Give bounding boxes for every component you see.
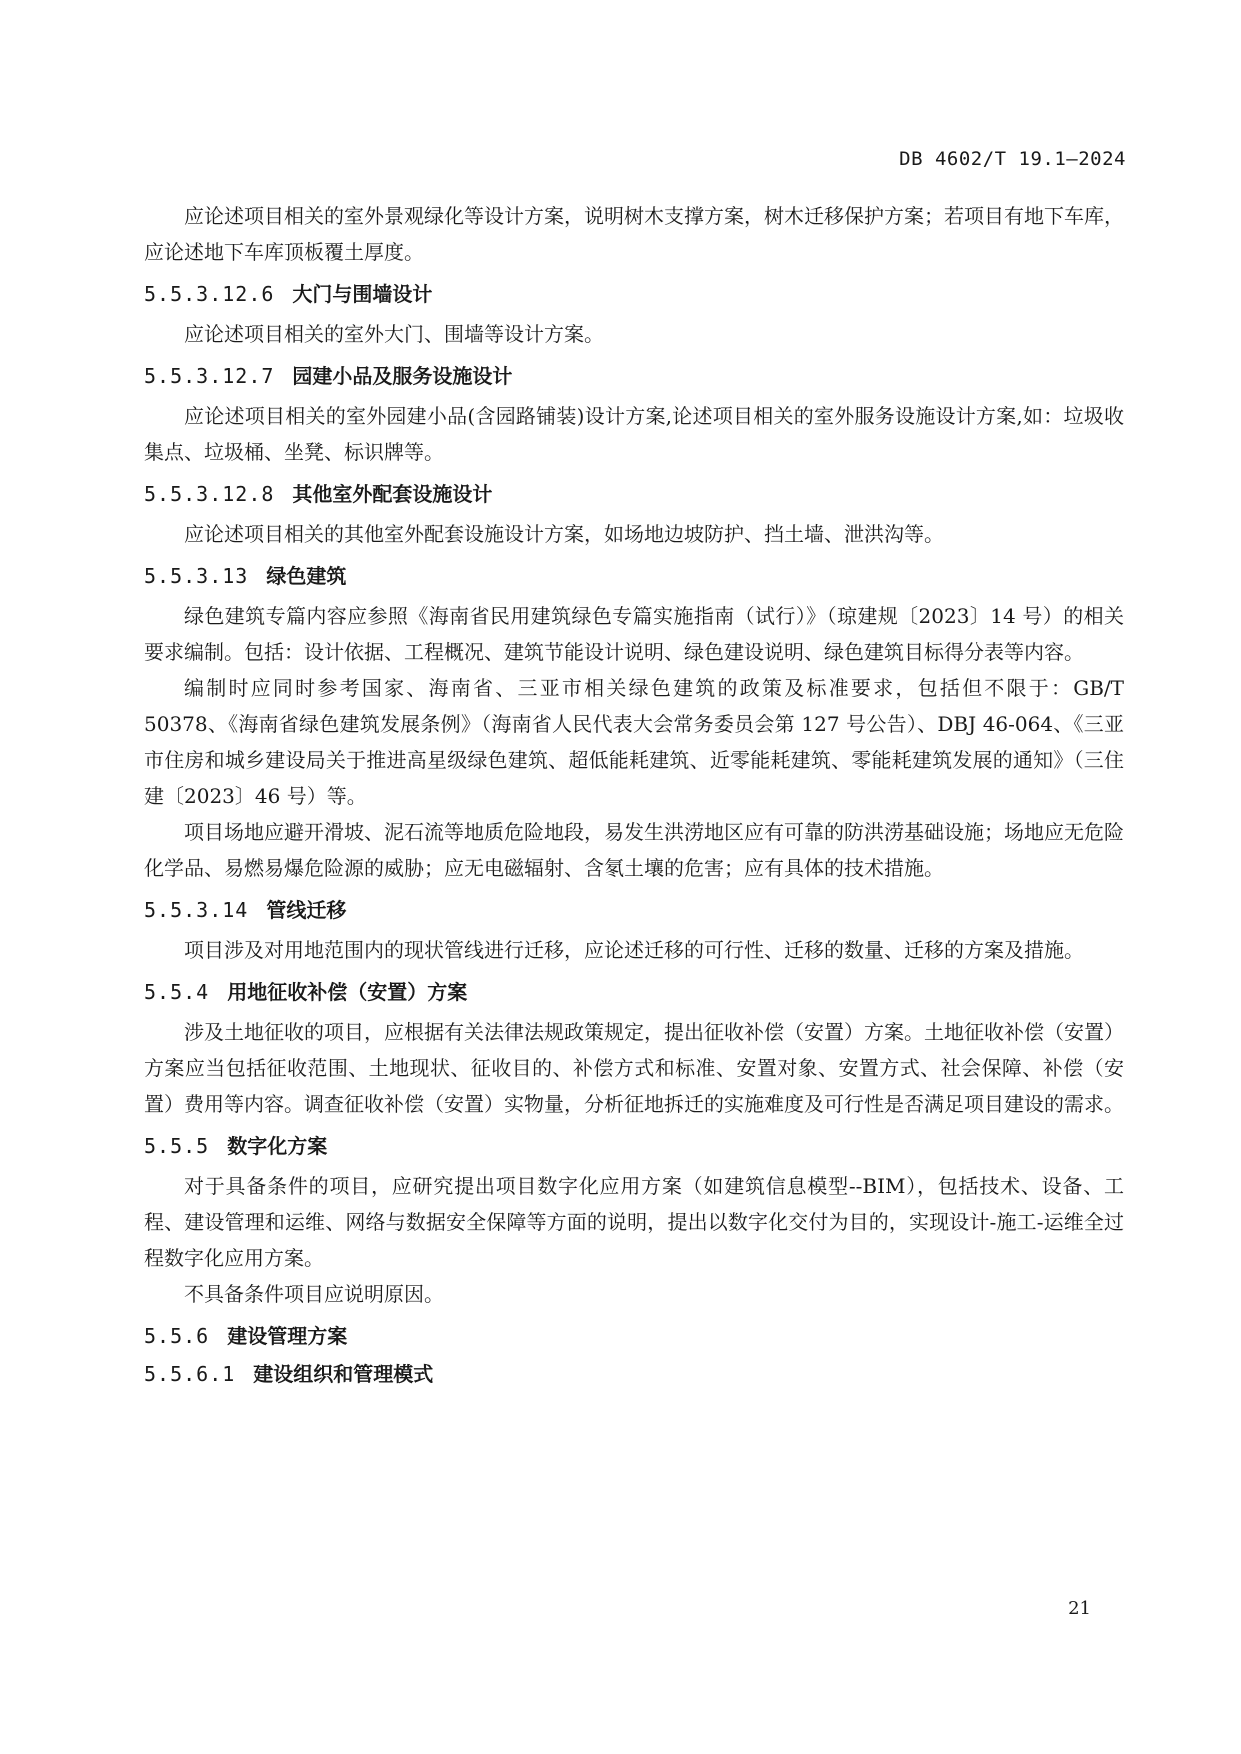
section-number: 5.5.6 — [144, 1324, 210, 1348]
section-title: 建设管理方案 — [227, 1324, 348, 1348]
paragraph: 编制时应同时参考国家、海南省、三亚市相关绿色建筑的政策及标准要求，包括但不限于：GB/T 50378、《海南省绿色建筑发展条例》（海南省人民代表大会常务委员会第 127 号公告）、DBJ 46-064、《三亚市住房和城乡建设局关于推进高星级绿色建筑、超低能耗建筑、近零能耗建筑、零能耗建筑发展的通知》（三住建〔2023〕46 号）等。 — [144, 676, 1124, 808]
section-heading — [144, 1132, 1124, 1160]
section-number: 5.5.6.1 — [144, 1362, 236, 1386]
paragraph: 对于具备条件的项目，应研究提出项目数字化应用方案（如建筑信息模型--BIM），包括技术、设备、工程、建设管理和运维、网络与数据安全保障等方面的说明，提出以数字化交付为目的，实现设计-施工-运维全过程数字化应用方案。 — [144, 1174, 1124, 1270]
section-title: 大门与围墙设计 — [292, 282, 433, 306]
section-title: 用地征收补偿（安置）方案 — [227, 980, 468, 1004]
section-heading — [144, 562, 1124, 590]
section-heading — [144, 978, 1124, 1006]
paragraph: 应论述项目相关的室外大门、围墙等设计方案。 — [184, 322, 604, 346]
paragraph: 应论述项目相关的室外景观绿化等设计方案，说明树木支撑方案，树木迁移保护方案；若项目有地下车库，应论述地下车库顶板覆土厚度。 — [144, 204, 1124, 264]
paragraph: 项目涉及对用地范围内的现状管线进行迁移，应论述迁移的可行性、迁移的数量、迁移的方案及措施。 — [184, 938, 1084, 962]
section-title: 园建小品及服务设施设计 — [292, 364, 513, 388]
paragraph: 绿色建筑专篇内容应参照《海南省民用建筑绿色专篇实施指南（试行）》（琼建规〔2023〕14 号）的相关要求编制。包括：设计依据、工程概况、建筑节能设计说明、绿色建设说明、绿色建筑目标得分表等内容。 — [144, 604, 1124, 664]
section-title: 管线迁移 — [266, 898, 347, 922]
section-heading — [144, 1360, 1124, 1388]
paragraph: 应论述项目相关的其他室外配套设施设计方案，如场地边坡防护、挡土墙、泄洪沟等。 — [184, 522, 944, 546]
section-number: 5.5.3.12.7 — [144, 364, 275, 388]
paragraph: 项目场地应避开滑坡、泥石流等地质危险地段，易发生洪涝地区应有可靠的防洪涝基础设施；场地应无危险化学品、易燃易爆危险源的威胁；应无电磁辐射、含氡土壤的危害；应有具体的技术措施。 — [144, 820, 1124, 880]
section-title: 绿色建筑 — [266, 564, 347, 588]
section-title: 建设组织和管理模式 — [253, 1362, 434, 1386]
section-heading — [144, 1322, 1124, 1350]
section-heading — [144, 480, 1124, 508]
section-number: 5.5.5 — [144, 1134, 210, 1158]
section-number: 5.5.3.14 — [144, 898, 249, 922]
paragraph: 涉及土地征收的项目，应根据有关法律法规政策规定，提出征收补偿（安置）方案。土地征收补偿（安置）方案应当包括征收范围、土地现状、征收目的、补偿方式和标准、安置对象、安置方式、社会保障、补偿（安置）费用等内容。调查征收补偿（安置）实物量，分析征地拆迁的实施难度及可行性是否满足项目建设的需求。 — [144, 1020, 1124, 1116]
section-number: 5.5.4 — [144, 980, 210, 1004]
section-number: 5.5.3.13 — [144, 564, 249, 588]
section-title: 其他室外配套设施设计 — [292, 482, 493, 506]
paragraph: 应论述项目相关的室外园建小品(含园路铺装)设计方案,论述项目相关的室外服务设施设计方案,如：垃圾收集点、垃圾桶、坐凳、标识牌等。 — [144, 404, 1124, 464]
section-title: 数字化方案 — [227, 1134, 328, 1158]
document-body — [144, 198, 1124, 1396]
section-heading — [144, 362, 1124, 390]
paragraph: 不具备条件项目应说明原因。 — [184, 1282, 444, 1306]
document-code: DB 4602/T 19.1—2024 — [899, 148, 1126, 170]
section-heading — [144, 896, 1124, 924]
page-number: 21 — [1068, 1598, 1091, 1619]
section-number: 5.5.3.12.8 — [144, 482, 275, 506]
section-heading — [144, 280, 1124, 308]
section-number: 5.5.3.12.6 — [144, 282, 275, 306]
